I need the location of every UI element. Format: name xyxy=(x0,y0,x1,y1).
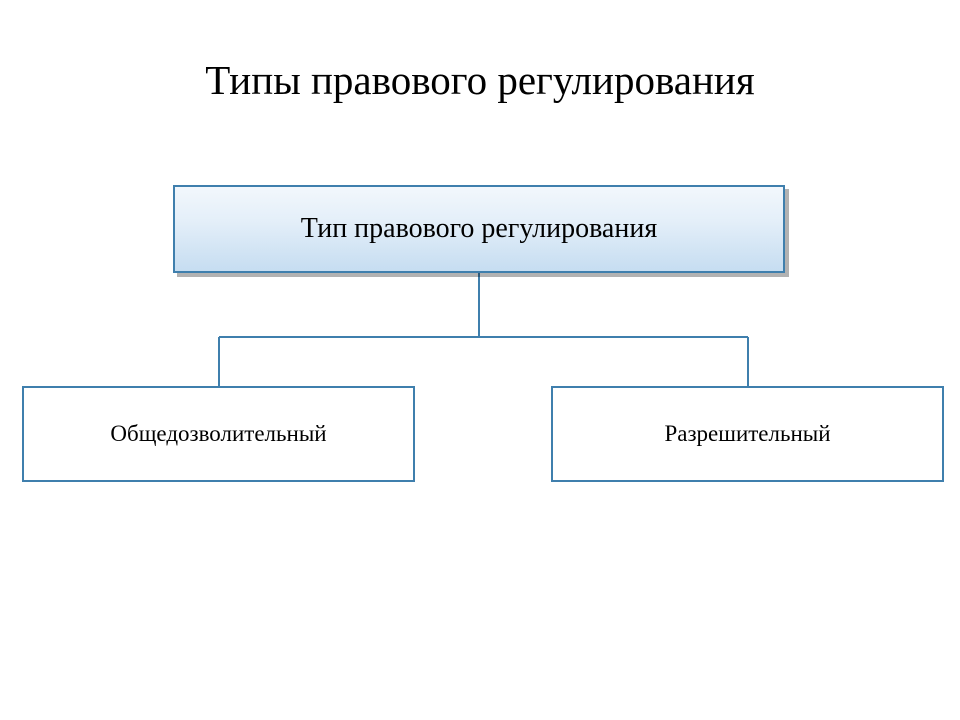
page-title: Типы правового регулирования xyxy=(205,57,755,103)
node-child-label-left: Общедозволительный xyxy=(110,421,327,446)
node-child-permissive-general xyxy=(22,386,415,482)
node-child-authorizing xyxy=(551,386,944,482)
node-root-label: Тип правового регулирования xyxy=(300,213,658,244)
node-child-label-right: Разрешительный xyxy=(664,421,831,446)
node-root xyxy=(173,185,785,273)
